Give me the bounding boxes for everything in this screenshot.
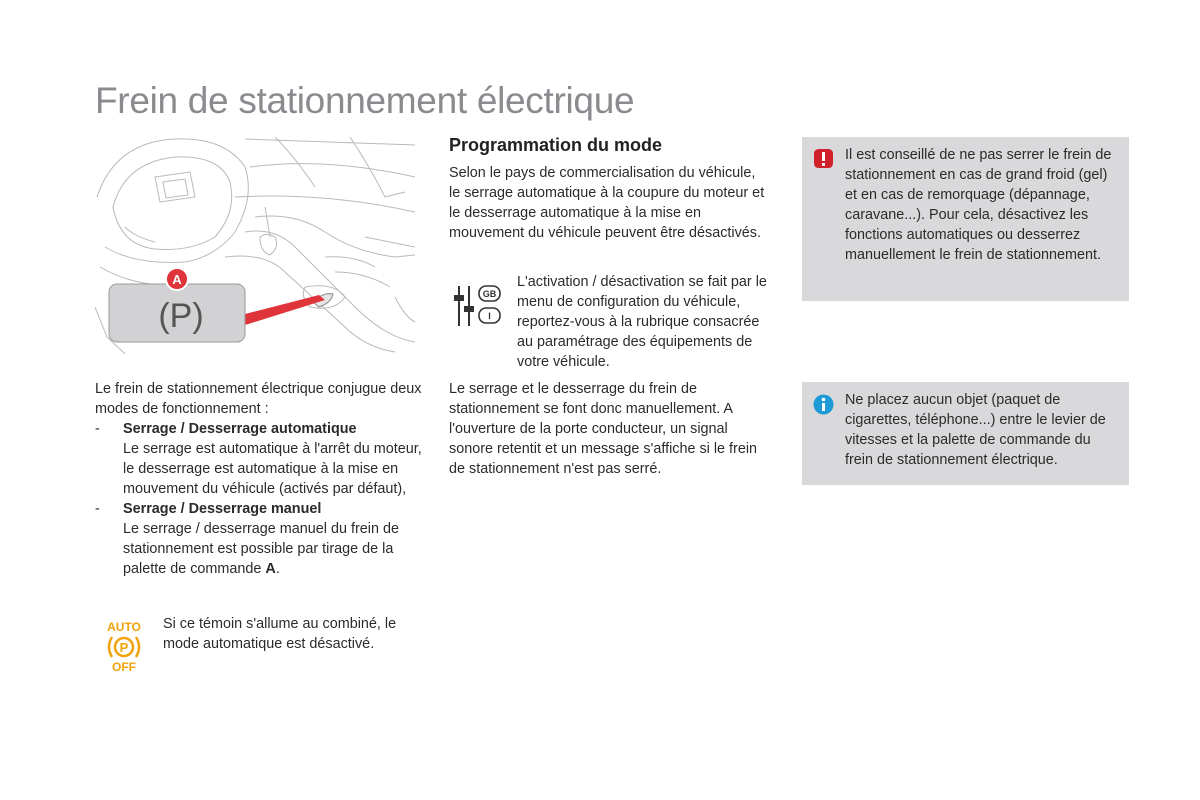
page-title: Frein de stationnement électrique: [95, 80, 635, 121]
svg-text:AUTO: AUTO: [107, 620, 141, 634]
warning-light-text: Si ce témoin s'allume au combiné, le mode automatique est désactivé.: [163, 616, 397, 652]
section-heading: Programmation du mode: [449, 135, 663, 155]
parking-brake-illustration: [95, 137, 418, 354]
list-dash: -: [95, 421, 100, 437]
left-column: [95, 379, 425, 579]
mode-name: Serrage / Desserrage manuel: [123, 501, 322, 517]
svg-text:GB: GB: [482, 289, 497, 299]
callout-letter: A: [172, 272, 182, 287]
svg-text:P: P: [119, 640, 129, 655]
parking-switch-symbol: (P): [158, 297, 204, 335]
info-note: [802, 382, 1129, 485]
info-note-text: Ne placez aucun objet (paquet de cigarettes, téléphone...) entre le levier de vitesses et la palette de commande du frein de stationnement électrique.: [845, 392, 1106, 468]
list-item: [95, 419, 425, 499]
warning-note: [802, 137, 1129, 301]
list-item: [95, 499, 425, 579]
configuration-menu-icon: [452, 284, 502, 330]
mode-description: Le serrage est automatique à l'arrêt du moteur, le desserrage est automatique à la mise en mouvement du véhicule (activés par défaut),: [123, 441, 422, 497]
mode-description: Le serrage / desserrage manuel du frein de stationnement est possible par tirage de la palette de commande A.: [123, 521, 399, 577]
mode-name: Serrage / Desserrage automatique: [123, 421, 357, 437]
configuration-text: L'activation / désactivation se fait par le menu de configuration du véhicule, reportez-vous à la rubrique consacrée au paramétrage des équipements de votre véhicule.: [517, 274, 767, 370]
car-interior-drawing: [95, 137, 418, 354]
list-dash: -: [95, 501, 100, 517]
info-icon: [813, 394, 834, 415]
svg-text:I: I: [488, 311, 491, 321]
mode-paragraph-2: Le serrage et le desserrage du frein de stationnement se font donc manuellement. A l'ouverture de la porte conducteur, un signal sonore retentit et un message s'affiche si le frein de stationnement n'est pas serré.: [449, 381, 758, 477]
warning-note-text: Il est conseillé de ne pas serrer le frein de stationnement en cas de grand froid (gel) et en cas de remorquage (dépannage, caravane...). Pour cela, désactivez les fonctions automatiques ou desserrez manuellement le frein de stationnement.: [845, 147, 1112, 263]
mode-paragraph-1: Selon le pays de commercialisation du véhicule, le serrage automatique à la coupure du moteur et le desserrage automatique à la mise en mouvement du véhicule peuvent être désactivés.: [449, 165, 765, 241]
intro-text: Le frein de stationnement électrique conjugue deux modes de fonctionnement :: [95, 381, 422, 417]
mode-list: [95, 419, 425, 579]
auto-off-warning-icon: [102, 618, 148, 674]
warning-icon: [813, 148, 834, 169]
svg-text:OFF: OFF: [112, 660, 136, 674]
